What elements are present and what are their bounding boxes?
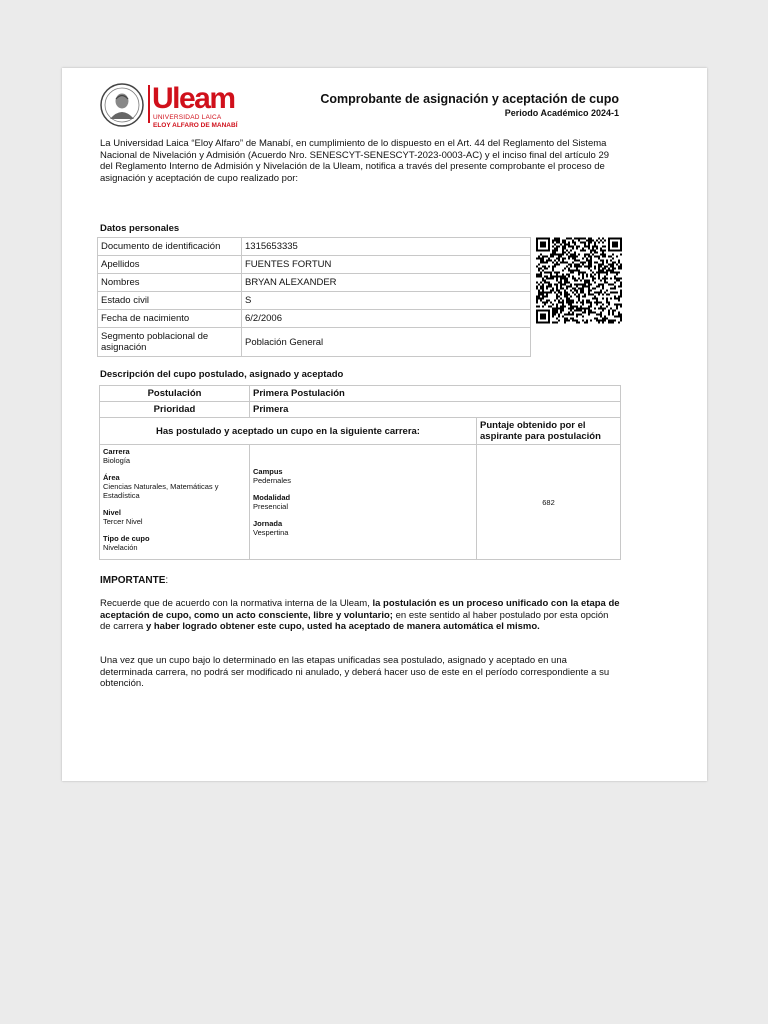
row-label: Fecha de nacimiento [98, 310, 242, 328]
carrera-value: Biología [103, 456, 131, 465]
row-value: FUENTES FORTUN [242, 256, 531, 274]
table-row [98, 310, 531, 328]
table-row [100, 418, 621, 445]
qr-code-icon [536, 236, 622, 325]
modalidad-label: Modalidad [253, 493, 291, 502]
importante-title: IMPORTANTE [100, 575, 166, 586]
importante-heading: IMPORTANTE: [100, 575, 169, 586]
row-value: 6/2/2006 [242, 310, 531, 328]
career-details-cell [100, 445, 250, 560]
table-row [98, 292, 531, 310]
nivel-value: Tercer Nivel [103, 517, 143, 526]
row-label: Segmento poblacional de asignación [98, 328, 242, 357]
prioridad-label: Prioridad [100, 402, 250, 418]
personal-data-title: Datos personales [100, 223, 180, 234]
table-row [98, 274, 531, 292]
table-row [98, 328, 531, 357]
table-row [98, 256, 531, 274]
prioridad-value: Primera [250, 402, 621, 418]
row-label: Nombres [98, 274, 242, 292]
importante-paragraph-2: Una vez que un cupo bajo lo determinado en las etapas unificadas sea postulado, asignado y aceptado en una determinada carrera, no podrá ser modificado ni anulado, y deberá hacer uso de este en el período correspondiente a su obtención. [100, 655, 610, 689]
university-seal-icon [100, 83, 144, 127]
row-label: Apellidos [98, 256, 242, 274]
importante-paragraph-1 [100, 598, 620, 633]
area-value: Ciencias Naturales, Matemáticas y Estadística [103, 482, 219, 500]
row-value: Población General [242, 328, 531, 357]
row-value: BRYAN ALEXANDER [242, 274, 531, 292]
p1-text-c: en este sentido al haber postulado por esta opción de carrera [100, 609, 609, 632]
p1-text-a: Recuerde que de acuerdo con la normativa interna de la Uleam, [100, 598, 373, 609]
document-page [62, 68, 707, 781]
puntaje-value: 682 [477, 445, 621, 560]
table-row [100, 445, 621, 560]
tipo-cupo-label: Tipo de cupo [103, 534, 150, 543]
table-row [100, 402, 621, 418]
row-label: Documento de identificación [98, 238, 242, 256]
academic-period: Periodo Académico 2024-1 [504, 108, 619, 118]
intro-paragraph: La Universidad Laica “Eloy Alfaro” de Manabí, en cumplimiento de lo dispuesto en el Art. 44 del Reglamento del Sistema Nacional de Nivelación y Admisión (Acuerdo Nro. SENESCYT-SENESCYT-2023-0003-AC) y el inciso final del artículo 29 del Reglamento Interno de Admisión y Nivelación de la Uleam, notifica a través del presente comprobante el proceso de asignación y aceptación de cupo realizado por: [100, 138, 610, 184]
jornada-value: Vespertina [253, 528, 289, 537]
puntaje-header: Puntaje obtenido por el aspirante para postulación [477, 418, 621, 445]
cupo-table [99, 385, 621, 560]
uleam-logo [100, 83, 250, 131]
p1-text-d: y haber logrado obtener este cupo, usted ha aceptado de manera automática el mismo. [145, 621, 540, 632]
brand-subtitle-1: UNIVERSIDAD LAICA [153, 114, 222, 121]
personal-data-table [97, 237, 531, 357]
cupo-description-title: Descripción del cupo postulado, asignado y aceptado [100, 369, 344, 380]
row-value: 1315653335 [242, 238, 531, 256]
postulacion-label: Postulación [100, 386, 250, 402]
carrera-label: Carrera [103, 447, 130, 456]
document-title: Comprobante de asignación y aceptación de cupo [320, 92, 619, 106]
p1-text-b: la postulación es un proceso unificado con la etapa de aceptación de cupo, como un acto consciente, libre y voluntario; [100, 598, 620, 621]
table-row [98, 238, 531, 256]
campus-value: Pedernales [253, 476, 291, 485]
brand-name: Uleam [152, 82, 235, 115]
campus-details-cell [250, 445, 477, 560]
modalidad-value: Presencial [253, 502, 289, 511]
brand-subtitle-2: ELOY ALFARO DE MANABÍ [153, 122, 238, 129]
tipo-cupo-value: Nivelación [103, 543, 138, 552]
brand-bar [148, 85, 150, 123]
row-value: S [242, 292, 531, 310]
nivel-label: Nivel [103, 508, 121, 517]
carrera-header: Has postulado y aceptado un cupo en la siguiente carrera: [100, 418, 477, 445]
postulacion-value: Primera Postulación [250, 386, 621, 402]
jornada-label: Jornada [253, 519, 283, 528]
campus-label: Campus [253, 467, 283, 476]
row-label: Estado civil [98, 292, 242, 310]
table-row [100, 386, 621, 402]
area-label: Área [103, 473, 120, 482]
